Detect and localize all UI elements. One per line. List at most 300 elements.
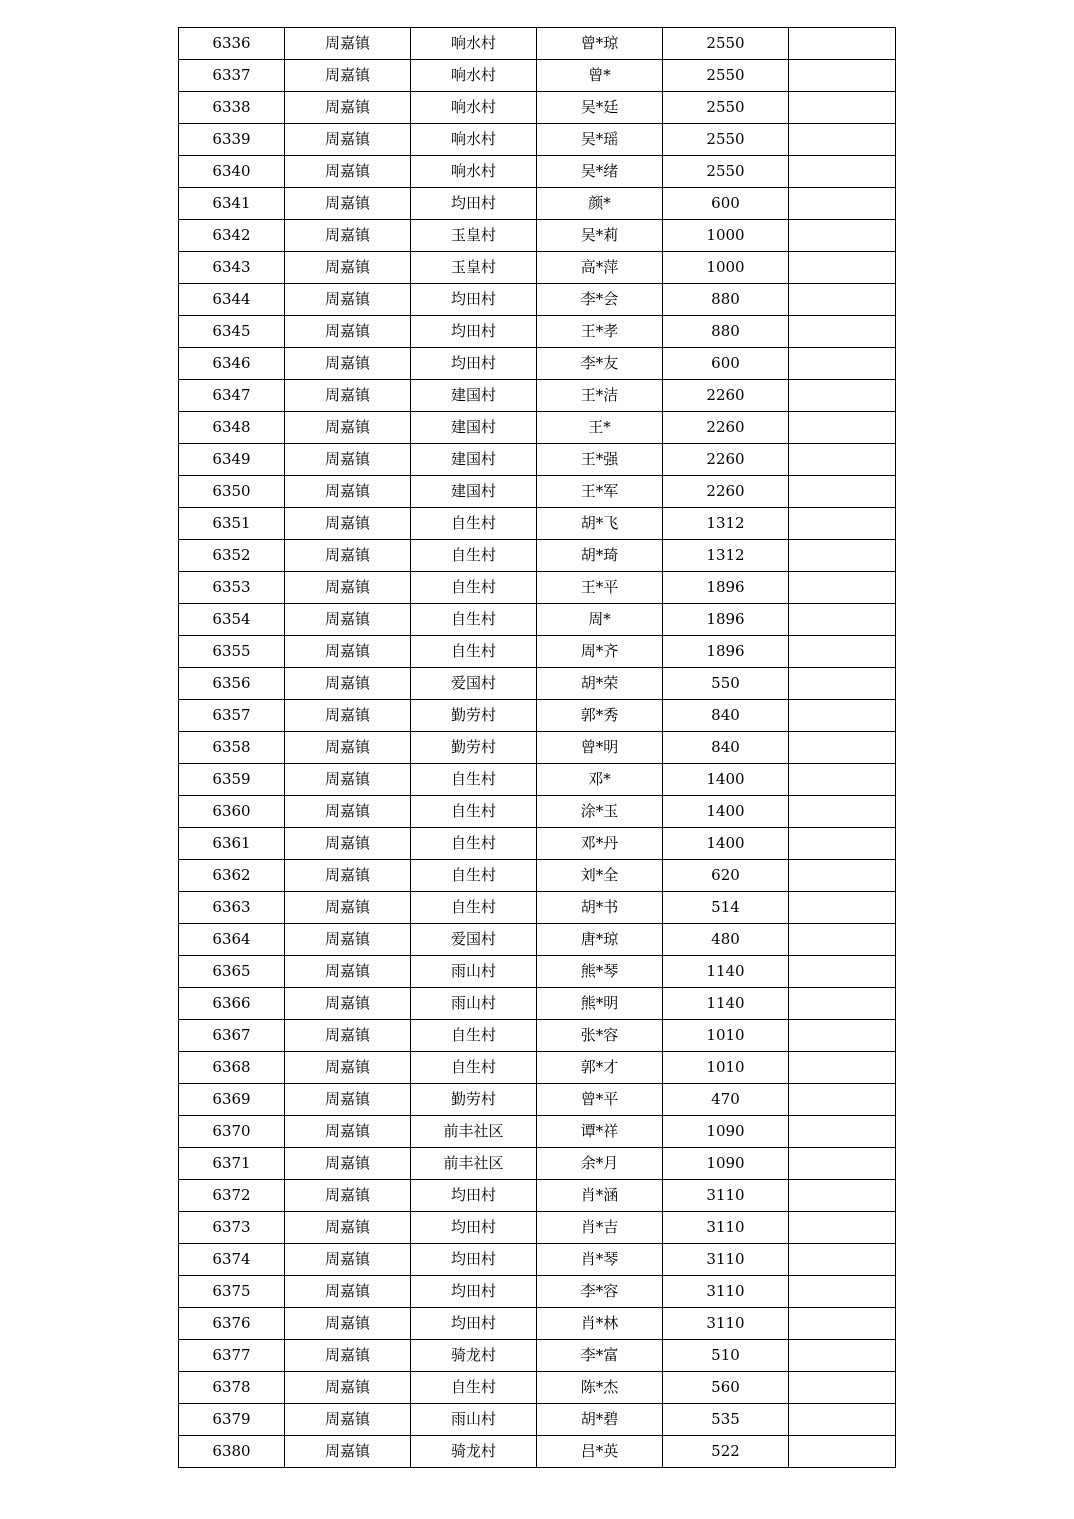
- amount-cell: 1140: [663, 988, 789, 1020]
- amount-cell: 1090: [663, 1116, 789, 1148]
- village-cell: 自生村: [411, 604, 537, 636]
- table-row: [179, 1116, 896, 1148]
- town-cell: 周嘉镇: [285, 92, 411, 124]
- serial-number-cell: 6337: [179, 60, 285, 92]
- serial-number-cell: 6372: [179, 1180, 285, 1212]
- amount-cell: 620: [663, 860, 789, 892]
- note-cell: [789, 28, 896, 60]
- document-page: [178, 27, 895, 1468]
- amount-cell: 2260: [663, 444, 789, 476]
- serial-number-cell: 6376: [179, 1308, 285, 1340]
- note-cell: [789, 988, 896, 1020]
- amount-cell: 3110: [663, 1212, 789, 1244]
- name-cell: 李*容: [537, 1276, 663, 1308]
- village-cell: 前丰社区: [411, 1116, 537, 1148]
- village-cell: 响水村: [411, 60, 537, 92]
- table-row: [179, 92, 896, 124]
- amount-cell: 470: [663, 1084, 789, 1116]
- serial-number-cell: 6339: [179, 124, 285, 156]
- amount-cell: 880: [663, 316, 789, 348]
- note-cell: [789, 956, 896, 988]
- name-cell: 余*月: [537, 1148, 663, 1180]
- name-cell: 肖*林: [537, 1308, 663, 1340]
- table-row: [179, 412, 896, 444]
- amount-cell: 2550: [663, 28, 789, 60]
- table-row: [179, 316, 896, 348]
- name-cell: 谭*祥: [537, 1116, 663, 1148]
- name-cell: 肖*吉: [537, 1212, 663, 1244]
- town-cell: 周嘉镇: [285, 1180, 411, 1212]
- serial-number-cell: 6380: [179, 1436, 285, 1468]
- table-row: [179, 892, 896, 924]
- village-cell: 骑龙村: [411, 1340, 537, 1372]
- town-cell: 周嘉镇: [285, 732, 411, 764]
- table-row: [179, 1052, 896, 1084]
- table-row: [179, 572, 896, 604]
- name-cell: 王*: [537, 412, 663, 444]
- town-cell: 周嘉镇: [285, 860, 411, 892]
- serial-number-cell: 6368: [179, 1052, 285, 1084]
- village-cell: 自生村: [411, 892, 537, 924]
- village-cell: 建国村: [411, 444, 537, 476]
- serial-number-cell: 6367: [179, 1020, 285, 1052]
- amount-cell: 3110: [663, 1276, 789, 1308]
- name-cell: 王*洁: [537, 380, 663, 412]
- table-row: [179, 796, 896, 828]
- table-row: [179, 508, 896, 540]
- table-row: [179, 732, 896, 764]
- table-row: [179, 60, 896, 92]
- note-cell: [789, 1436, 896, 1468]
- table-row: [179, 860, 896, 892]
- roster-table-body: [179, 28, 896, 1468]
- town-cell: 周嘉镇: [285, 988, 411, 1020]
- amount-cell: 1896: [663, 572, 789, 604]
- village-cell: 勤劳村: [411, 732, 537, 764]
- village-cell: 建国村: [411, 476, 537, 508]
- name-cell: 曾*平: [537, 1084, 663, 1116]
- table-row: [179, 28, 896, 60]
- amount-cell: 535: [663, 1404, 789, 1436]
- name-cell: 邓*: [537, 764, 663, 796]
- note-cell: [789, 1212, 896, 1244]
- amount-cell: 880: [663, 284, 789, 316]
- table-row: [179, 1404, 896, 1436]
- table-row: [179, 1180, 896, 1212]
- village-cell: 均田村: [411, 1276, 537, 1308]
- village-cell: 自生村: [411, 1052, 537, 1084]
- name-cell: 曾*明: [537, 732, 663, 764]
- serial-number-cell: 6347: [179, 380, 285, 412]
- name-cell: 王*军: [537, 476, 663, 508]
- town-cell: 周嘉镇: [285, 444, 411, 476]
- village-cell: 建国村: [411, 412, 537, 444]
- town-cell: 周嘉镇: [285, 252, 411, 284]
- name-cell: 刘*全: [537, 860, 663, 892]
- table-row: [179, 636, 896, 668]
- serial-number-cell: 6354: [179, 604, 285, 636]
- amount-cell: 2550: [663, 124, 789, 156]
- town-cell: 周嘉镇: [285, 348, 411, 380]
- note-cell: [789, 220, 896, 252]
- serial-number-cell: 6352: [179, 540, 285, 572]
- amount-cell: 600: [663, 348, 789, 380]
- name-cell: 涂*玉: [537, 796, 663, 828]
- town-cell: 周嘉镇: [285, 1244, 411, 1276]
- amount-cell: 510: [663, 1340, 789, 1372]
- serial-number-cell: 6343: [179, 252, 285, 284]
- town-cell: 周嘉镇: [285, 1148, 411, 1180]
- town-cell: 周嘉镇: [285, 636, 411, 668]
- name-cell: 李*友: [537, 348, 663, 380]
- name-cell: 胡*荣: [537, 668, 663, 700]
- serial-number-cell: 6360: [179, 796, 285, 828]
- serial-number-cell: 6345: [179, 316, 285, 348]
- note-cell: [789, 1116, 896, 1148]
- name-cell: 颜*: [537, 188, 663, 220]
- town-cell: 周嘉镇: [285, 412, 411, 444]
- serial-number-cell: 6348: [179, 412, 285, 444]
- table-row: [179, 444, 896, 476]
- note-cell: [789, 1308, 896, 1340]
- town-cell: 周嘉镇: [285, 124, 411, 156]
- table-row: [179, 924, 896, 956]
- serial-number-cell: 6359: [179, 764, 285, 796]
- serial-number-cell: 6375: [179, 1276, 285, 1308]
- amount-cell: 1010: [663, 1052, 789, 1084]
- village-cell: 均田村: [411, 1244, 537, 1276]
- table-row: [179, 1276, 896, 1308]
- note-cell: [789, 860, 896, 892]
- name-cell: 胡*碧: [537, 1404, 663, 1436]
- amount-cell: 522: [663, 1436, 789, 1468]
- name-cell: 胡*书: [537, 892, 663, 924]
- serial-number-cell: 6374: [179, 1244, 285, 1276]
- amount-cell: 1896: [663, 604, 789, 636]
- serial-number-cell: 6340: [179, 156, 285, 188]
- note-cell: [789, 636, 896, 668]
- note-cell: [789, 252, 896, 284]
- amount-cell: 480: [663, 924, 789, 956]
- village-cell: 响水村: [411, 92, 537, 124]
- name-cell: 肖*琴: [537, 1244, 663, 1276]
- table-row: [179, 188, 896, 220]
- table-row: [179, 1340, 896, 1372]
- town-cell: 周嘉镇: [285, 540, 411, 572]
- village-cell: 响水村: [411, 28, 537, 60]
- table-row: [179, 1436, 896, 1468]
- amount-cell: 2260: [663, 476, 789, 508]
- village-cell: 自生村: [411, 764, 537, 796]
- village-cell: 玉皇村: [411, 252, 537, 284]
- amount-cell: 1312: [663, 508, 789, 540]
- table-row: [179, 252, 896, 284]
- name-cell: 张*容: [537, 1020, 663, 1052]
- serial-number-cell: 6363: [179, 892, 285, 924]
- name-cell: 王*强: [537, 444, 663, 476]
- amount-cell: 600: [663, 188, 789, 220]
- note-cell: [789, 156, 896, 188]
- name-cell: 胡*飞: [537, 508, 663, 540]
- town-cell: 周嘉镇: [285, 1340, 411, 1372]
- serial-number-cell: 6341: [179, 188, 285, 220]
- town-cell: 周嘉镇: [285, 1116, 411, 1148]
- village-cell: 均田村: [411, 1180, 537, 1212]
- village-cell: 均田村: [411, 1212, 537, 1244]
- village-cell: 自生村: [411, 1372, 537, 1404]
- town-cell: 周嘉镇: [285, 1084, 411, 1116]
- table-row: [179, 1020, 896, 1052]
- amount-cell: 2550: [663, 156, 789, 188]
- town-cell: 周嘉镇: [285, 572, 411, 604]
- serial-number-cell: 6358: [179, 732, 285, 764]
- note-cell: [789, 540, 896, 572]
- serial-number-cell: 6356: [179, 668, 285, 700]
- name-cell: 周*齐: [537, 636, 663, 668]
- table-row: [179, 1212, 896, 1244]
- town-cell: 周嘉镇: [285, 156, 411, 188]
- note-cell: [789, 828, 896, 860]
- town-cell: 周嘉镇: [285, 828, 411, 860]
- name-cell: 高*萍: [537, 252, 663, 284]
- serial-number-cell: 6344: [179, 284, 285, 316]
- village-cell: 自生村: [411, 860, 537, 892]
- amount-cell: 2260: [663, 380, 789, 412]
- amount-cell: 560: [663, 1372, 789, 1404]
- name-cell: 胡*琦: [537, 540, 663, 572]
- serial-number-cell: 6350: [179, 476, 285, 508]
- town-cell: 周嘉镇: [285, 668, 411, 700]
- amount-cell: 3110: [663, 1308, 789, 1340]
- town-cell: 周嘉镇: [285, 1308, 411, 1340]
- table-row: [179, 476, 896, 508]
- village-cell: 均田村: [411, 188, 537, 220]
- town-cell: 周嘉镇: [285, 508, 411, 540]
- note-cell: [789, 1052, 896, 1084]
- serial-number-cell: 6357: [179, 700, 285, 732]
- name-cell: 李*会: [537, 284, 663, 316]
- name-cell: 熊*琴: [537, 956, 663, 988]
- serial-number-cell: 6362: [179, 860, 285, 892]
- town-cell: 周嘉镇: [285, 476, 411, 508]
- name-cell: 吴*绪: [537, 156, 663, 188]
- serial-number-cell: 6377: [179, 1340, 285, 1372]
- amount-cell: 840: [663, 700, 789, 732]
- table-row: [179, 156, 896, 188]
- serial-number-cell: 6370: [179, 1116, 285, 1148]
- name-cell: 吴*廷: [537, 92, 663, 124]
- serial-number-cell: 6361: [179, 828, 285, 860]
- note-cell: [789, 124, 896, 156]
- town-cell: 周嘉镇: [285, 1212, 411, 1244]
- table-row: [179, 1148, 896, 1180]
- serial-number-cell: 6364: [179, 924, 285, 956]
- town-cell: 周嘉镇: [285, 1276, 411, 1308]
- town-cell: 周嘉镇: [285, 1020, 411, 1052]
- table-row: [179, 1244, 896, 1276]
- note-cell: [789, 700, 896, 732]
- name-cell: 李*富: [537, 1340, 663, 1372]
- serial-number-cell: 6373: [179, 1212, 285, 1244]
- town-cell: 周嘉镇: [285, 924, 411, 956]
- note-cell: [789, 60, 896, 92]
- serial-number-cell: 6336: [179, 28, 285, 60]
- serial-number-cell: 6351: [179, 508, 285, 540]
- note-cell: [789, 380, 896, 412]
- village-cell: 均田村: [411, 1308, 537, 1340]
- table-row: [179, 1308, 896, 1340]
- serial-number-cell: 6371: [179, 1148, 285, 1180]
- town-cell: 周嘉镇: [285, 380, 411, 412]
- town-cell: 周嘉镇: [285, 284, 411, 316]
- table-row: [179, 124, 896, 156]
- village-cell: 骑龙村: [411, 1436, 537, 1468]
- town-cell: 周嘉镇: [285, 316, 411, 348]
- village-cell: 均田村: [411, 316, 537, 348]
- town-cell: 周嘉镇: [285, 1052, 411, 1084]
- serial-number-cell: 6353: [179, 572, 285, 604]
- note-cell: [789, 1180, 896, 1212]
- town-cell: 周嘉镇: [285, 188, 411, 220]
- note-cell: [789, 1340, 896, 1372]
- village-cell: 自生村: [411, 1020, 537, 1052]
- name-cell: 曾*: [537, 60, 663, 92]
- table-row: [179, 348, 896, 380]
- roster-table: [178, 27, 896, 1468]
- note-cell: [789, 924, 896, 956]
- note-cell: [789, 188, 896, 220]
- note-cell: [789, 1020, 896, 1052]
- name-cell: 吴*瑶: [537, 124, 663, 156]
- note-cell: [789, 284, 896, 316]
- village-cell: 勤劳村: [411, 700, 537, 732]
- town-cell: 周嘉镇: [285, 1372, 411, 1404]
- table-row: [179, 220, 896, 252]
- note-cell: [789, 604, 896, 636]
- note-cell: [789, 796, 896, 828]
- village-cell: 响水村: [411, 124, 537, 156]
- name-cell: 郭*才: [537, 1052, 663, 1084]
- village-cell: 勤劳村: [411, 1084, 537, 1116]
- name-cell: 周*: [537, 604, 663, 636]
- village-cell: 均田村: [411, 284, 537, 316]
- table-row: [179, 764, 896, 796]
- amount-cell: 1000: [663, 220, 789, 252]
- note-cell: [789, 732, 896, 764]
- table-row: [179, 956, 896, 988]
- town-cell: 周嘉镇: [285, 956, 411, 988]
- amount-cell: 514: [663, 892, 789, 924]
- amount-cell: 550: [663, 668, 789, 700]
- amount-cell: 1010: [663, 1020, 789, 1052]
- note-cell: [789, 476, 896, 508]
- amount-cell: 3110: [663, 1180, 789, 1212]
- note-cell: [789, 444, 896, 476]
- table-row: [179, 988, 896, 1020]
- amount-cell: 2550: [663, 60, 789, 92]
- village-cell: 均田村: [411, 348, 537, 380]
- note-cell: [789, 508, 896, 540]
- amount-cell: 1000: [663, 252, 789, 284]
- village-cell: 自生村: [411, 828, 537, 860]
- town-cell: 周嘉镇: [285, 764, 411, 796]
- note-cell: [789, 1244, 896, 1276]
- amount-cell: 1400: [663, 796, 789, 828]
- table-row: [179, 540, 896, 572]
- name-cell: 唐*琼: [537, 924, 663, 956]
- table-row: [179, 604, 896, 636]
- serial-number-cell: 6378: [179, 1372, 285, 1404]
- village-cell: 建国村: [411, 380, 537, 412]
- village-cell: 自生村: [411, 572, 537, 604]
- village-cell: 前丰社区: [411, 1148, 537, 1180]
- name-cell: 邓*丹: [537, 828, 663, 860]
- name-cell: 吴*莉: [537, 220, 663, 252]
- town-cell: 周嘉镇: [285, 220, 411, 252]
- town-cell: 周嘉镇: [285, 604, 411, 636]
- village-cell: 雨山村: [411, 1404, 537, 1436]
- village-cell: 爱国村: [411, 668, 537, 700]
- amount-cell: 1400: [663, 828, 789, 860]
- town-cell: 周嘉镇: [285, 1436, 411, 1468]
- amount-cell: 1140: [663, 956, 789, 988]
- town-cell: 周嘉镇: [285, 796, 411, 828]
- table-row: [179, 828, 896, 860]
- serial-number-cell: 6369: [179, 1084, 285, 1116]
- name-cell: 肖*涵: [537, 1180, 663, 1212]
- amount-cell: 840: [663, 732, 789, 764]
- amount-cell: 1312: [663, 540, 789, 572]
- name-cell: 郭*秀: [537, 700, 663, 732]
- amount-cell: 2550: [663, 92, 789, 124]
- village-cell: 雨山村: [411, 988, 537, 1020]
- name-cell: 熊*明: [537, 988, 663, 1020]
- name-cell: 王*平: [537, 572, 663, 604]
- village-cell: 响水村: [411, 156, 537, 188]
- serial-number-cell: 6342: [179, 220, 285, 252]
- amount-cell: 2260: [663, 412, 789, 444]
- table-row: [179, 1084, 896, 1116]
- note-cell: [789, 764, 896, 796]
- table-row: [179, 380, 896, 412]
- note-cell: [789, 1084, 896, 1116]
- note-cell: [789, 892, 896, 924]
- table-row: [179, 284, 896, 316]
- serial-number-cell: 6355: [179, 636, 285, 668]
- note-cell: [789, 412, 896, 444]
- note-cell: [789, 1372, 896, 1404]
- name-cell: 王*孝: [537, 316, 663, 348]
- name-cell: 陈*杰: [537, 1372, 663, 1404]
- village-cell: 爱国村: [411, 924, 537, 956]
- village-cell: 自生村: [411, 540, 537, 572]
- name-cell: 曾*琼: [537, 28, 663, 60]
- note-cell: [789, 92, 896, 124]
- town-cell: 周嘉镇: [285, 1404, 411, 1436]
- serial-number-cell: 6365: [179, 956, 285, 988]
- town-cell: 周嘉镇: [285, 700, 411, 732]
- village-cell: 自生村: [411, 796, 537, 828]
- amount-cell: 1090: [663, 1148, 789, 1180]
- town-cell: 周嘉镇: [285, 60, 411, 92]
- village-cell: 玉皇村: [411, 220, 537, 252]
- note-cell: [789, 668, 896, 700]
- name-cell: 吕*英: [537, 1436, 663, 1468]
- note-cell: [789, 1276, 896, 1308]
- village-cell: 自生村: [411, 636, 537, 668]
- note-cell: [789, 1404, 896, 1436]
- amount-cell: 1896: [663, 636, 789, 668]
